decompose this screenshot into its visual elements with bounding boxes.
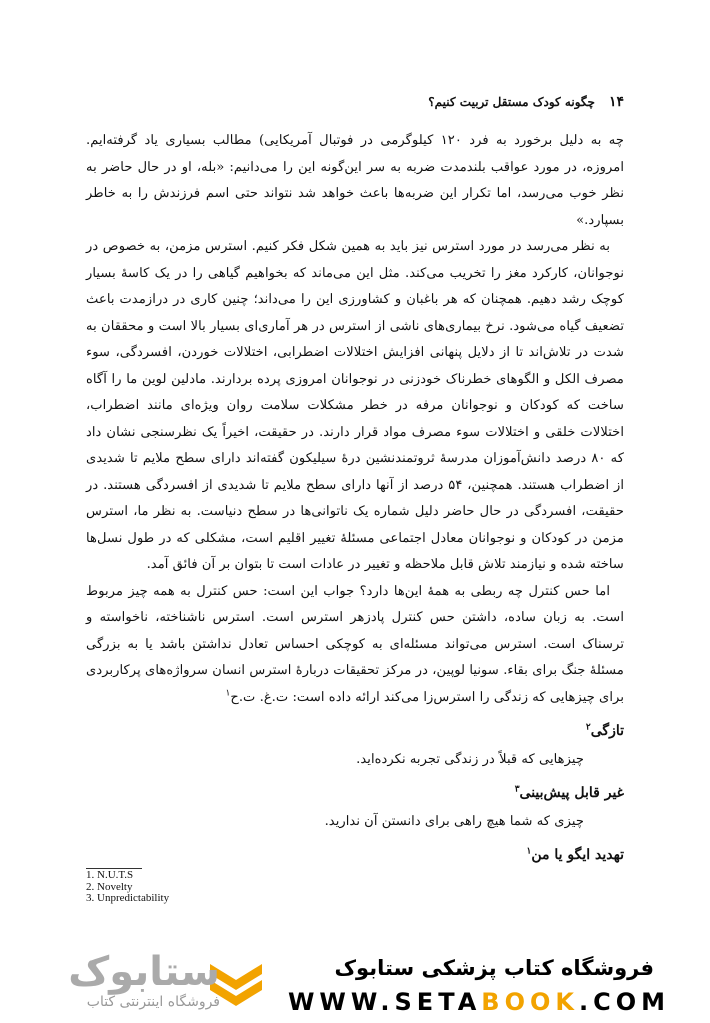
list-description: چیزهایی که قبلاً در زندگی تجربه نکرده‌اید. xyxy=(356,752,584,767)
running-title: چگونه کودک مستقل تربیت کنیم؟ xyxy=(428,95,595,109)
store-title: فروشگاه کتاب پزشکی ستابوک xyxy=(334,956,654,980)
footnote-ref: ۲ xyxy=(585,722,591,733)
store-banner[interactable] xyxy=(0,944,710,1023)
list-heading: تازگی$^۲$ xyxy=(585,722,624,739)
page-header xyxy=(86,92,624,112)
footnote: 2. Novelty xyxy=(86,880,133,893)
paragraph: چه به دلیل برخورد به فرد ۱۲۰ کیلوگرمی در فوتبال آمریکایی) مطالب بسیاری یاد گرفته‌ایم. امروزه، در مورد عواقب بلندمدت ضربه به سر این‌گونه این را می‌دانیم: «بله، او در حال حاضر به نظر خوب می‌رسد، اما تکرار این ضربه‌ها باعث خواهد شد نتواند حتی اسم فرزندش را به خاطر بسپارد.» xyxy=(86,133,624,228)
logo-wordmark: ستابوک xyxy=(68,949,220,995)
footnote-ref: ۳ xyxy=(514,784,520,795)
paragraph xyxy=(86,579,624,712)
list-heading: غیر قابل پیش‌بینی$^۳$ xyxy=(514,784,624,801)
footnote: 1. N.U.T.S xyxy=(86,869,134,881)
footnote-ref: ۱ xyxy=(225,688,231,699)
body-text xyxy=(86,128,624,869)
store-logo[interactable] xyxy=(30,950,240,1018)
paragraph: به نظر می‌رسد در مورد استرس نیز باید به همین شکل فکر کنیم. استرس مزمن، به خصوص در نوجوانان، کارکرد مغز را تخریب می‌کند. مثل این می‌ماند که بخواهیم گیاهی را در یک کاسهٔ بسیار کوچک رشد دهیم. همچنان که هر باغبان و کشاورزی این را می‌داند؛ چنین کاری در درازمدت باعث تضعیف گیاه می‌شود. نرخ بیماری‌های ناشی از استرس در هر آماری‌ای بسیار بالا است و محققان به شدت در تلاش‌اند تا از دلایل پنهانی افزایش اختلالات اضطرابی، اختلالات خوردن، افسردگی، سوء مصرف الکل و الگوهای خطرناک خودزنی در نوجوانان امروزی پرده بردارند. مادلین لوین ما را آگاه ساخت که کودکان و نوجوانان مرفه در خطر مشکلات سلامت روان ویژه‌ای مانند اضطراب، اختلالات خلقی و اختلالات سوء مصرف مواد قرار دارند. در حقیقت، اخیراً یک نظرسنجی نشان داد که ۸۰ درصد دانش‌آموزان مدرسهٔ ثروتمندنشین درهٔ سیلیکون گفته‌اند دارای سطح ملایم تا شدیدی از اضطراب هستند. همچنین، ۵۴ درصد از آنها دارای سطح ملایم تا شدیدی از افسردگی هستند. در حقیقت، افسردگی در حال حاضر دلیل شماره یک ناتوانی‌ها در سطح دنیاست. به نظر ما، استرس مزمن در کودکان و نوجوانان معادل اجتماعی مسئلهٔ تغییر اقلیم است، مشکلی که در طول نسل‌ها ساخته شده و نیازمند تلاش قابل ملاحظه و تغییر در عادات است تا بتوان بر آن فائق آمد. xyxy=(86,239,624,572)
list-heading: تهدید ایگو یا من$^۱$ xyxy=(526,846,624,863)
page-number: ۱۴ xyxy=(608,94,624,110)
logo-tagline: فروشگاه اینترنتی کتاب xyxy=(86,994,220,1010)
footnotes xyxy=(86,870,169,905)
footnote: 3. Unpredictability xyxy=(86,892,170,904)
store-url-link[interactable]: WWW.SETABOOK.COM xyxy=(287,988,670,1016)
list-description: چیزی که شما هیچ راهی برای دانستن آن ندارید. xyxy=(324,814,584,829)
paragraph-text: اما حس کنترل چه ربطی به همهٔ این‌ها دارد؟ جواب این است: حس کنترل به همه چیز مربوط است. به زبان ساده، داشتن حس کنترل پادزهر استرس است. استرس ناشناخته، ناخواسته و ترسناک است. استرس می‌تواند مسئله‌ای به کوچکی احساس تعادل نداشتن باشد یا به بزرگی مسئلهٔ جنگ برای بقاء. سونیا لوپین، در مرکز تحقیقات دربارهٔ استرس انسان سرواژه‌های پرکاربردی برای چیزهایی که زندگی را استرس‌زا می‌کند ارائه داده است: ت.غ. ت.ح xyxy=(86,583,624,705)
footnote-ref: ۱ xyxy=(526,846,532,857)
